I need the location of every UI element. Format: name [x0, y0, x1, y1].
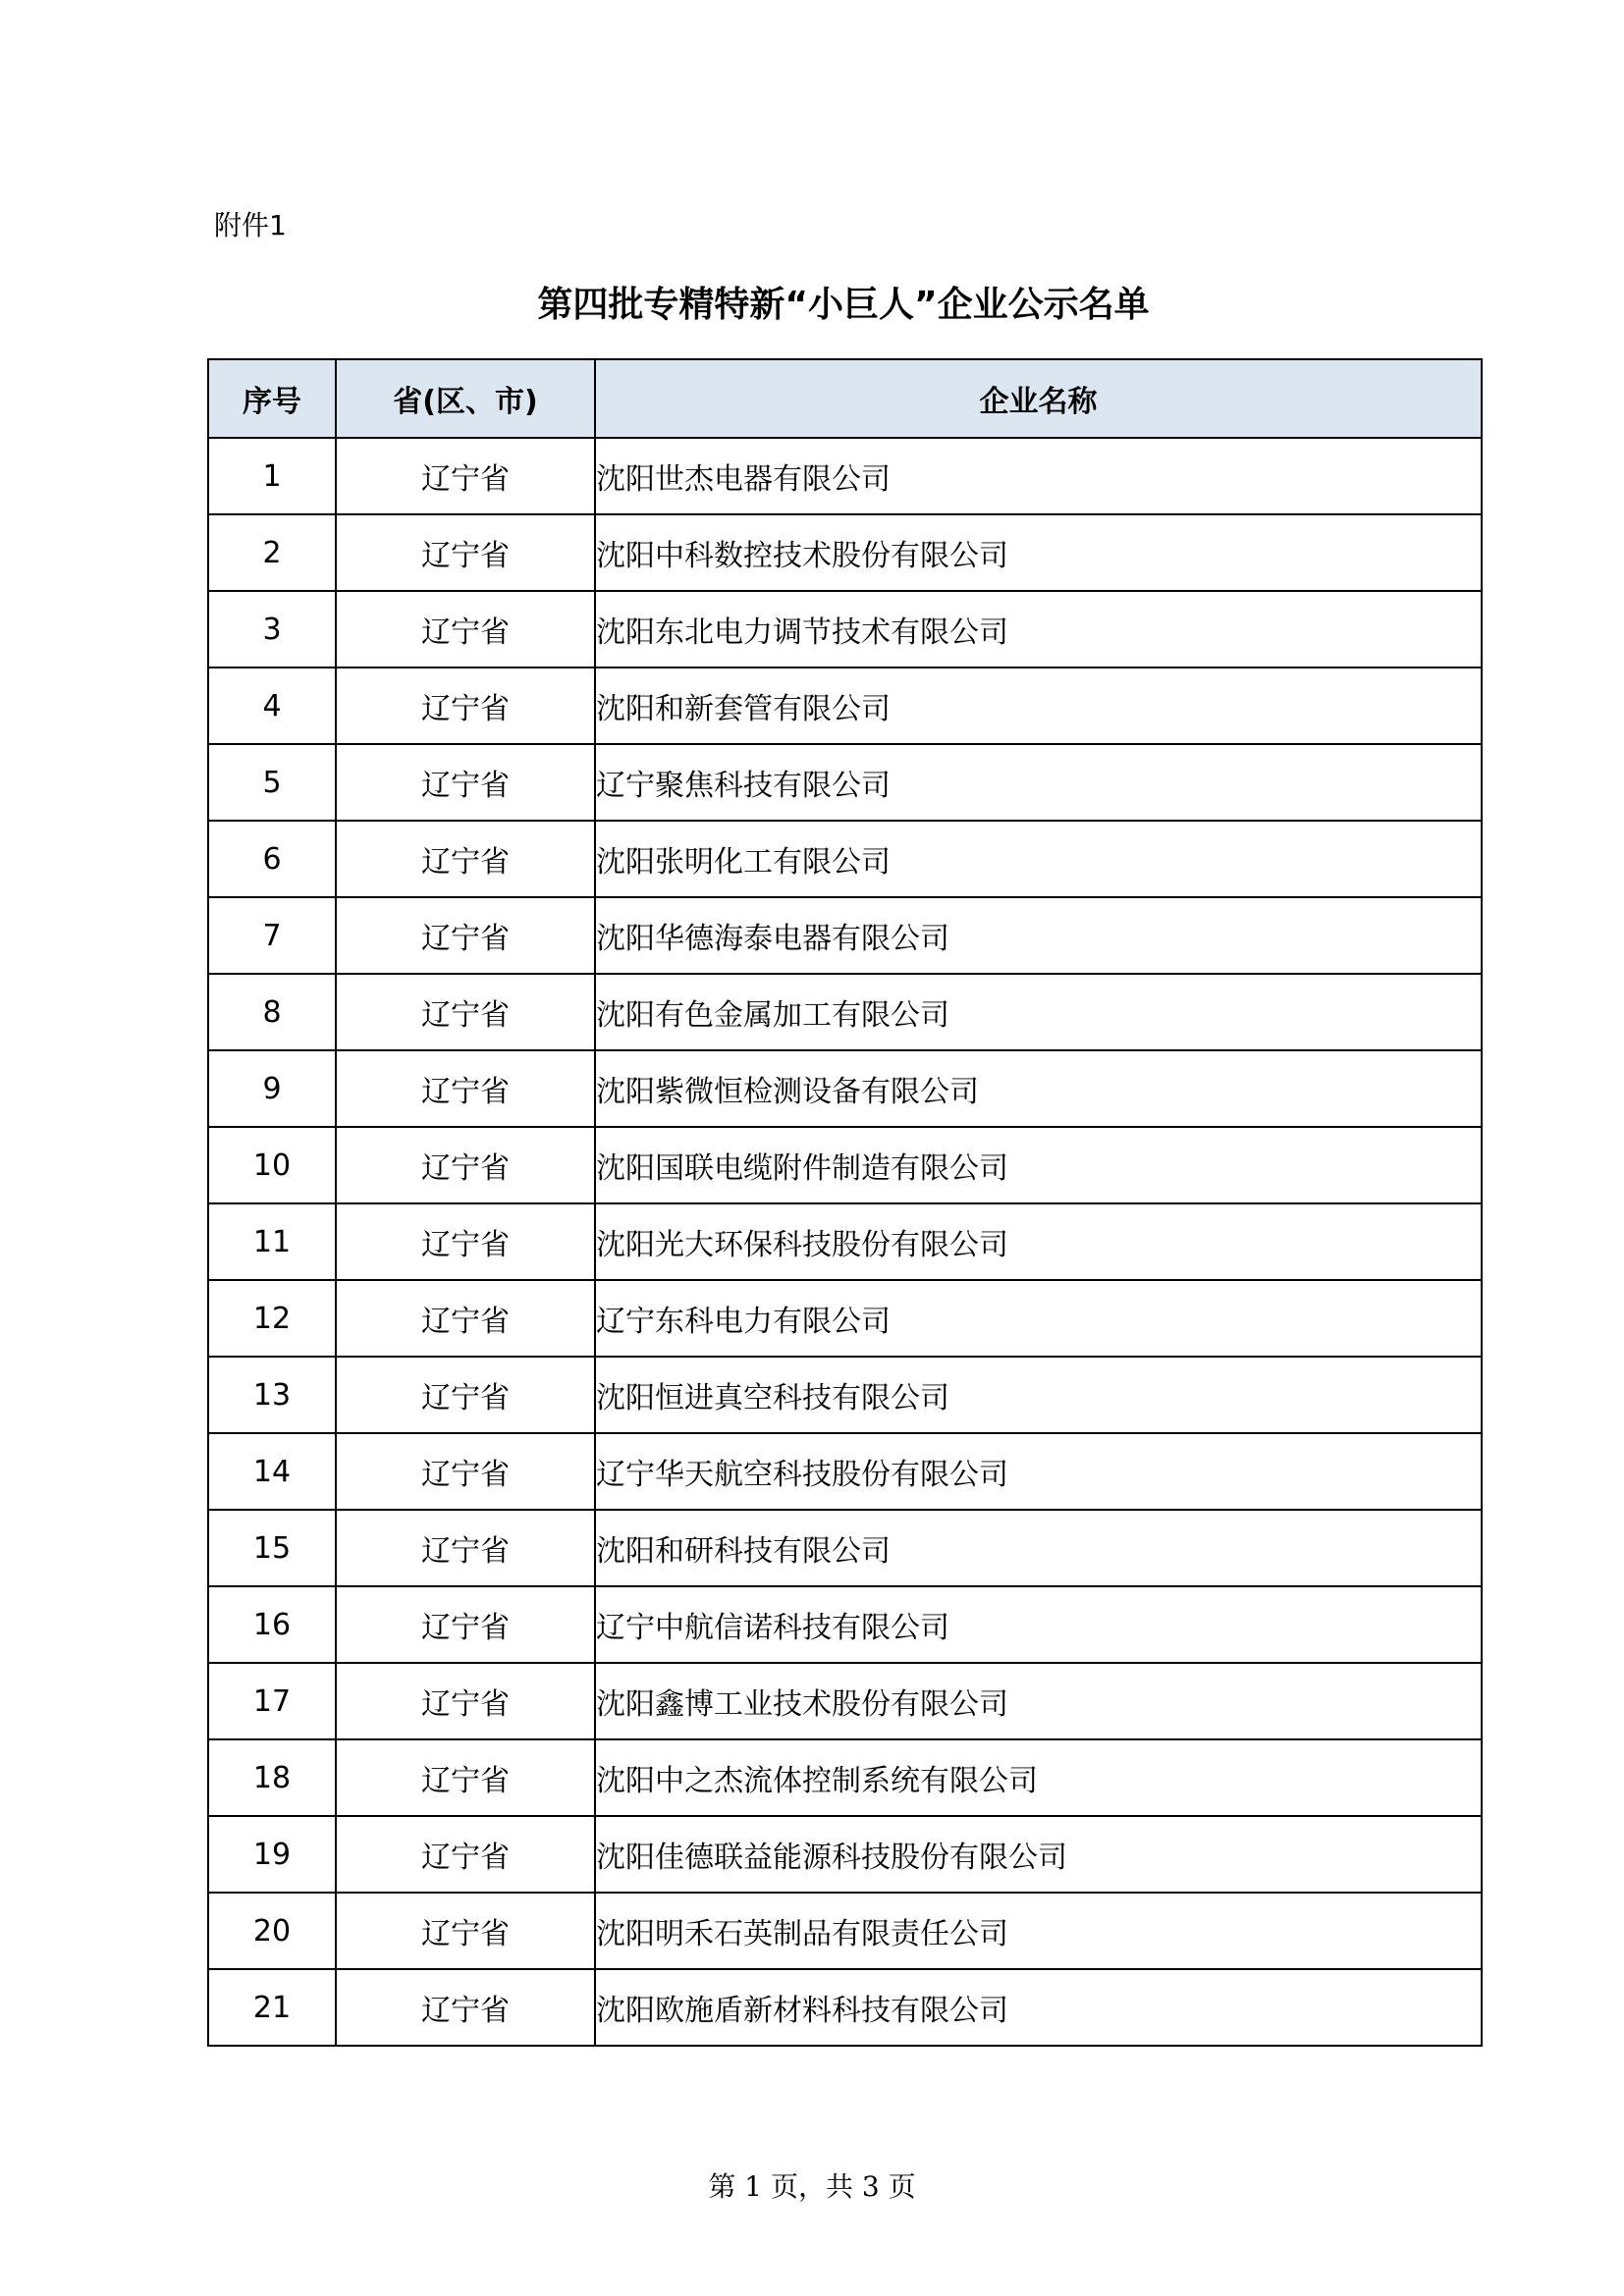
table-row — [208, 1663, 1482, 1739]
row-seq: 20 — [208, 1893, 336, 1969]
table-row — [208, 744, 1482, 821]
row-seq: 3 — [208, 591, 336, 667]
row-company-name: 沈阳东北电力调节技术有限公司 — [595, 591, 1482, 667]
row-seq: 14 — [208, 1433, 336, 1510]
row-company-name: 辽宁中航信诺科技有限公司 — [595, 1586, 1482, 1663]
table-row — [208, 1510, 1482, 1586]
table-row — [208, 667, 1482, 744]
table-row — [208, 1739, 1482, 1816]
row-province: 辽宁省 — [336, 667, 595, 744]
row-seq: 16 — [208, 1586, 336, 1663]
table-header — [208, 359, 1482, 438]
table-row — [208, 1433, 1482, 1510]
row-province: 辽宁省 — [336, 1050, 595, 1127]
row-seq: 15 — [208, 1510, 336, 1586]
row-seq: 7 — [208, 897, 336, 974]
table-row — [208, 1969, 1482, 2046]
row-seq: 19 — [208, 1816, 336, 1893]
row-seq: 1 — [208, 438, 336, 514]
row-company-name: 沈阳鑫博工业技术股份有限公司 — [595, 1663, 1482, 1739]
row-seq: 4 — [208, 667, 336, 744]
row-company-name: 沈阳华德海泰电器有限公司 — [595, 897, 1482, 974]
row-company-name: 沈阳有色金属加工有限公司 — [595, 974, 1482, 1050]
document-title: 第四批专精特新“小巨人”企业公示名单 — [537, 285, 1150, 325]
row-province: 辽宁省 — [336, 1280, 595, 1357]
table-row — [208, 821, 1482, 897]
row-company-name: 沈阳佳德联益能源科技股份有限公司 — [595, 1816, 1482, 1893]
row-seq: 17 — [208, 1663, 336, 1739]
row-province: 辽宁省 — [336, 1510, 595, 1586]
row-province: 辽宁省 — [336, 1433, 595, 1510]
row-province: 辽宁省 — [336, 438, 595, 514]
company-list-table — [207, 358, 1483, 2047]
row-seq: 11 — [208, 1203, 336, 1280]
page-footer: 第 1 页，共 3 页 — [708, 2170, 916, 2203]
table-row — [208, 591, 1482, 667]
row-province: 辽宁省 — [336, 897, 595, 974]
row-company-name: 辽宁东科电力有限公司 — [595, 1280, 1482, 1357]
table-row — [208, 1357, 1482, 1433]
table-header-row — [208, 359, 1482, 438]
header-seq: 序号 — [208, 359, 336, 438]
table-row — [208, 514, 1482, 591]
row-company-name: 沈阳张明化工有限公司 — [595, 821, 1482, 897]
table-row — [208, 438, 1482, 514]
row-province: 辽宁省 — [336, 1357, 595, 1433]
row-company-name: 沈阳明禾石英制品有限责任公司 — [595, 1893, 1482, 1969]
row-company-name: 沈阳和新套管有限公司 — [595, 667, 1482, 744]
row-province: 辽宁省 — [336, 1663, 595, 1739]
table-row — [208, 1816, 1482, 1893]
row-province: 辽宁省 — [336, 821, 595, 897]
table-row — [208, 1127, 1482, 1203]
row-province: 辽宁省 — [336, 1586, 595, 1663]
row-seq: 10 — [208, 1127, 336, 1203]
row-province: 辽宁省 — [336, 1969, 595, 2046]
row-province: 辽宁省 — [336, 514, 595, 591]
row-company-name: 沈阳中之杰流体控制系统有限公司 — [595, 1739, 1482, 1816]
row-seq: 9 — [208, 1050, 336, 1127]
row-province: 辽宁省 — [336, 744, 595, 821]
row-company-name: 沈阳恒进真空科技有限公司 — [595, 1357, 1482, 1433]
row-province: 辽宁省 — [336, 1127, 595, 1203]
table-row — [208, 1050, 1482, 1127]
row-company-name: 沈阳世杰电器有限公司 — [595, 438, 1482, 514]
row-company-name: 沈阳紫微恒检测设备有限公司 — [595, 1050, 1482, 1127]
table-row — [208, 1280, 1482, 1357]
row-seq: 13 — [208, 1357, 336, 1433]
row-seq: 5 — [208, 744, 336, 821]
row-company-name: 沈阳和研科技有限公司 — [595, 1510, 1482, 1586]
table-body — [208, 438, 1482, 2046]
row-company-name: 辽宁华天航空科技股份有限公司 — [595, 1433, 1482, 1510]
attachment-label: 附件1 — [214, 209, 287, 241]
row-seq: 21 — [208, 1969, 336, 2046]
row-seq: 2 — [208, 514, 336, 591]
table-row — [208, 1203, 1482, 1280]
row-company-name: 沈阳欧施盾新材料科技有限公司 — [595, 1969, 1482, 2046]
row-province: 辽宁省 — [336, 1893, 595, 1969]
row-province: 辽宁省 — [336, 1739, 595, 1816]
table-row — [208, 1586, 1482, 1663]
header-company-name: 企业名称 — [595, 359, 1482, 438]
row-company-name: 沈阳光大环保科技股份有限公司 — [595, 1203, 1482, 1280]
row-seq: 18 — [208, 1739, 336, 1816]
table-row — [208, 897, 1482, 974]
table-row — [208, 1893, 1482, 1969]
row-seq: 8 — [208, 974, 336, 1050]
row-company-name: 沈阳国联电缆附件制造有限公司 — [595, 1127, 1482, 1203]
table-row — [208, 974, 1482, 1050]
row-company-name: 辽宁聚焦科技有限公司 — [595, 744, 1482, 821]
row-seq: 12 — [208, 1280, 336, 1357]
row-province: 辽宁省 — [336, 1203, 595, 1280]
row-seq: 6 — [208, 821, 336, 897]
row-company-name: 沈阳中科数控技术股份有限公司 — [595, 514, 1482, 591]
row-province: 辽宁省 — [336, 974, 595, 1050]
row-province: 辽宁省 — [336, 591, 595, 667]
header-province: 省(区、市) — [336, 359, 595, 438]
row-province: 辽宁省 — [336, 1816, 595, 1893]
